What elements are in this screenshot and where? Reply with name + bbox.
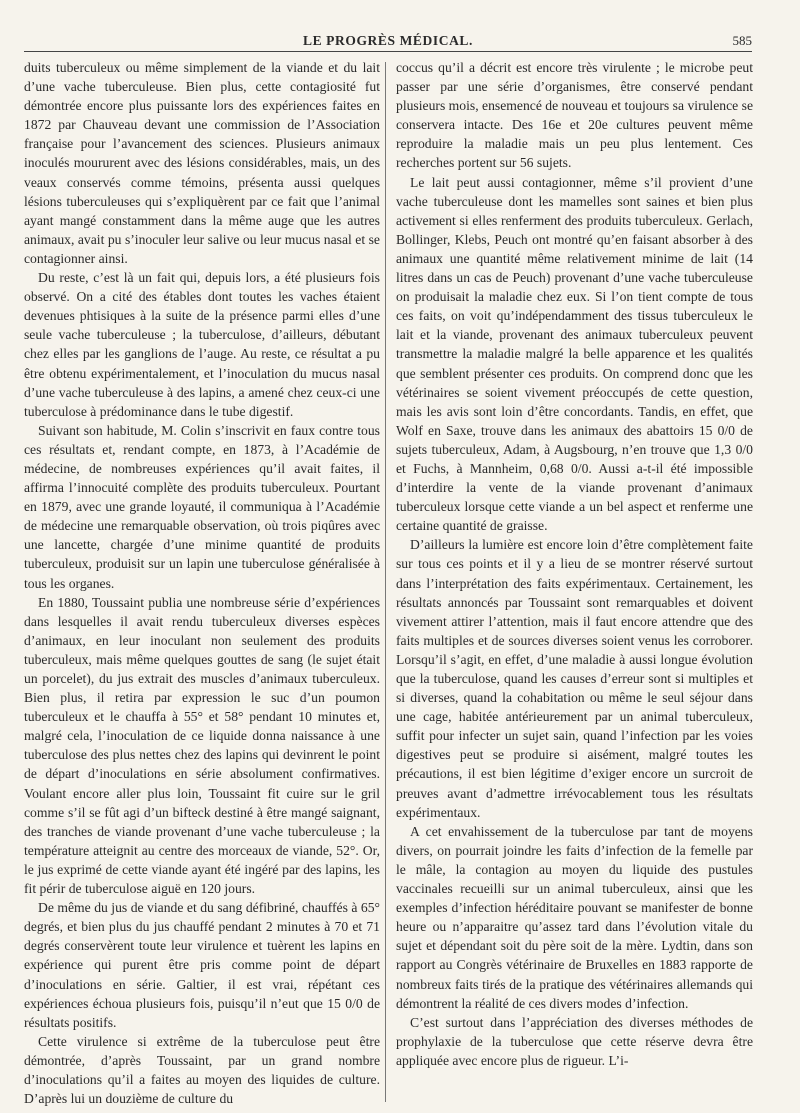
page-number: 585 [732,33,752,48]
paragraph: Du reste, c’est là un fait qui, depuis lors, a été plusieurs fois observé. On a cité des étables dont toutes les vaches étaient devenues phtisiques à la suite de la présence parmi elles d’une seule vache tuberculeuse ; la tuberculose, d’ailleurs, débutant chez elles par les ganglions de l’auge. Au reste, ce résultat a pu être obtenu expérimentalement, et l’inoculation du mucus nasal d’une vache tuberculeuse à des lapins, a amené chez ceux-ci une tuberculose à prédominance dans le tube digestif. [24,270,380,419]
paragraph: Le lait peut aussi contagionner, même s’il provient d’une vache tuberculeuse dont les mamelles sont saines et bien plus activement si elles renferment des produits tuberculeux. Gerlach, Bollinger, Klebs, Peuch ont montré qu’en faisant absorber à des animaux une quantité même relativement minime de lait (14 litres dans un cas de Peuch) provenant d’une vache tuberculeuse on produisait la maladie chez eux. Si l’on tient compte de tous ces faits, on voit qu’indépendamment des tissus tuberculeux le lait et la viande, provenant des animaux tuberculeux peuvent transmettre la maladie malgré la belle apparence et les qualités que semblent présenter ces produits. On comprend donc que les vétérinaires se soient vivement préoccupés de cette question, mais les avis sont loin d’être concordants. Tandis, en effet, que Wolf en Saxe, trouve dans les animaux des abattoirs 15 0/0 de sujets tuberculeux, Adam, à Augsbourg, n’en trouve que 1,3 0/0 et Fuchs, à Mannheim, 0,68 0/0. Aussi a-t-il été impossible d’interdire la vente de la viande provenant d’animaux tuberculeux lorsque cette viande a un bel aspect et renferme une certaine quantité de graisse. [396,174,753,534]
paragraph: duits tuberculeux ou même simplement de la viande et du lait d’une vache tuberculeuse. Bien plus, cette contagiosité fut démontrée encore plus puissante lors des expériences faites en 1872 par Chauveau devant une commission de l’Association française pour l’avancement des sciences. Plusieurs animaux inoculés moururent avec des lésions considérables, mais, un des veaux conservés comme témoins, présenta aussi quelques lésions tuberculeuses qui s’expliquèrent par ce fait que l’animal ayant mangé constamment dans la même auge que les autres animaux, avait pu s’inoculer leur salive ou leur mucus nasal et se contagionner ainsi. [24,60,380,266]
running-title: LE PROGRÈS MÉDICAL. [302,33,474,48]
paragraph: En 1880, Toussaint publia une nombreuse série d’expériences dans lesquelles il avait rendu tuberculeux diverses espèces d’animaux, en leur inoculant non seulement des produits tuberculeux, mais même quelques gouttes de sang (le sujet était un porcelet), du jus extrait des muscles d’animaux tuberculeux. Bien plus, il retira par expression le suc d’un poumon tuberculeux et le chauffa à 55° et 58° pendant 10 minutes et, malgré cela, l’inoculation de ce liquide donna naissance à une tuberculose des plus nettes chez des lapins qui devinrent le point de départ d’inoculations en série absolument confirmatives. Voulant encore aller plus loin, Toussaint fit cuire sur le gril comme s’il se fût agi d’un bifteck destiné à être mangé saignant, des tranches de viande provenant d’une vache tuberculeuse ; la température atteignit au centre des morceaux de viande, 52°. Or, le jus exprimé de cette viande ayant été ingéré par des lapins, les fit périr de tuberculose aiguë en 120 jours. [24,594,380,897]
column-divider [385,62,386,1102]
paragraph: Suivant son habitude, M. Colin s’inscrivit en faux contre tous ces résultats et, rendant compte, en 1873, à l’Académie de médecine, de nombreuses expériences qu’il avait faites, il affirma l’innocuité complète des produits tuberculeux. Pourtant en 1879, avec une grande loyauté, il communiqua à l’Académie de médecine une remarquable observation, où trois piqûres avec une lancette, chargée d’une minime quantité de produits tuberculeux, produisit sur un lapin une tuberculose généralisée à tous les organes. [24,422,380,591]
right-column [396,58,753,1070]
paragraph: Cette virulence si extrême de la tuberculose peut être démontrée, d’après Toussaint, par un grand nombre d’inoculations qu’il a faites au moyen des liquides de culture. D’après lui un douzième de culture du [24,1033,380,1107]
left-column [24,58,380,1108]
paragraph: C’est surtout dans l’appréciation des diverses méthodes de prophylaxie de la tuberculose que cette réserve devra être appliquée avec encore plus de rigueur. L’i- [396,1014,753,1068]
paragraph: De même du jus de viande et du sang défibriné, chauffés à 65° degrés, et bien plus du jus chauffé pendant 2 minutes à 70 et 71 degrés conservèrent toute leur virulence et tuèrent les lapins en expérience qui purent être pris comme point de départ d’inoculations en série. Galtier, il est vrai, répétant ces expériences échoua plusieurs fois, puisqu’il n’eut que 15 0/0 de résultats positifs. [24,900,380,1030]
paragraph: A cet envahissement de la tuberculose par tant de moyens divers, on pourrait joindre les faits d’infection de la femelle par le mâle, la contagion au moyen du liquide des pustules vaccinales recueilli sur un animal tuberculeux, ainsi que les exemples d’infection héréditaire pouvant se manifester de bonne heure ou n’apparaitre qu’assez tard dans l’évolution vitale du sujet et dépendant soit du père soit de la mère. Lydtin, dans son rapport au Congrès vétérinaire de Bruxelles en 1883 rapporte de nombreux faits tirés de la pratique des vétérinaires allemands qui démontrent la réalité de ces divers modes d’infection. [396,823,753,1011]
running-header [24,33,752,52]
paragraph: D’ailleurs la lumière est encore loin d’être complètement faite sur tous ces points et il y a lieu de se montrer réservé surtout dans l’interprétation des faits expérimentaux. Certainement, les résultats annoncés par Toussaint sont remarquables et doivent vivement attirer l’attention, mais il faut encore attendre que des faits multiples et de sources diverses soient venus les corroborer. Lorsqu’il s’agit, en effet, d’une maladie à aussi longue évolution que la tuberculose, quand les causes d’erreur sont si multiples et si diverses, quand la cohabitation ou même le seul séjour dans une cage, habitée antérieurement par un animal tuberculeux, suffit pour infecter un sujet sain, quand l’infection par les voies digestives peut se produire si aisément, malgré toutes les précautions, il est bien légitime d’exiger encore un surcroit de preuves avant d’admettre irrévocablement tous les résultats expérimentaux. [396,537,753,820]
paragraph: coccus qu’il a décrit est encore très virulente ; le microbe peut passer par une série d’organismes, être conservé pendant plusieurs mois, ensemencé de nouveau et toujours sa virulence se conservera intacte. Des 16e et 20e cultures peuvent même reproduire la maladie mais un peu plus lentement. Ces recherches portent sur 56 sujets. [396,60,753,171]
